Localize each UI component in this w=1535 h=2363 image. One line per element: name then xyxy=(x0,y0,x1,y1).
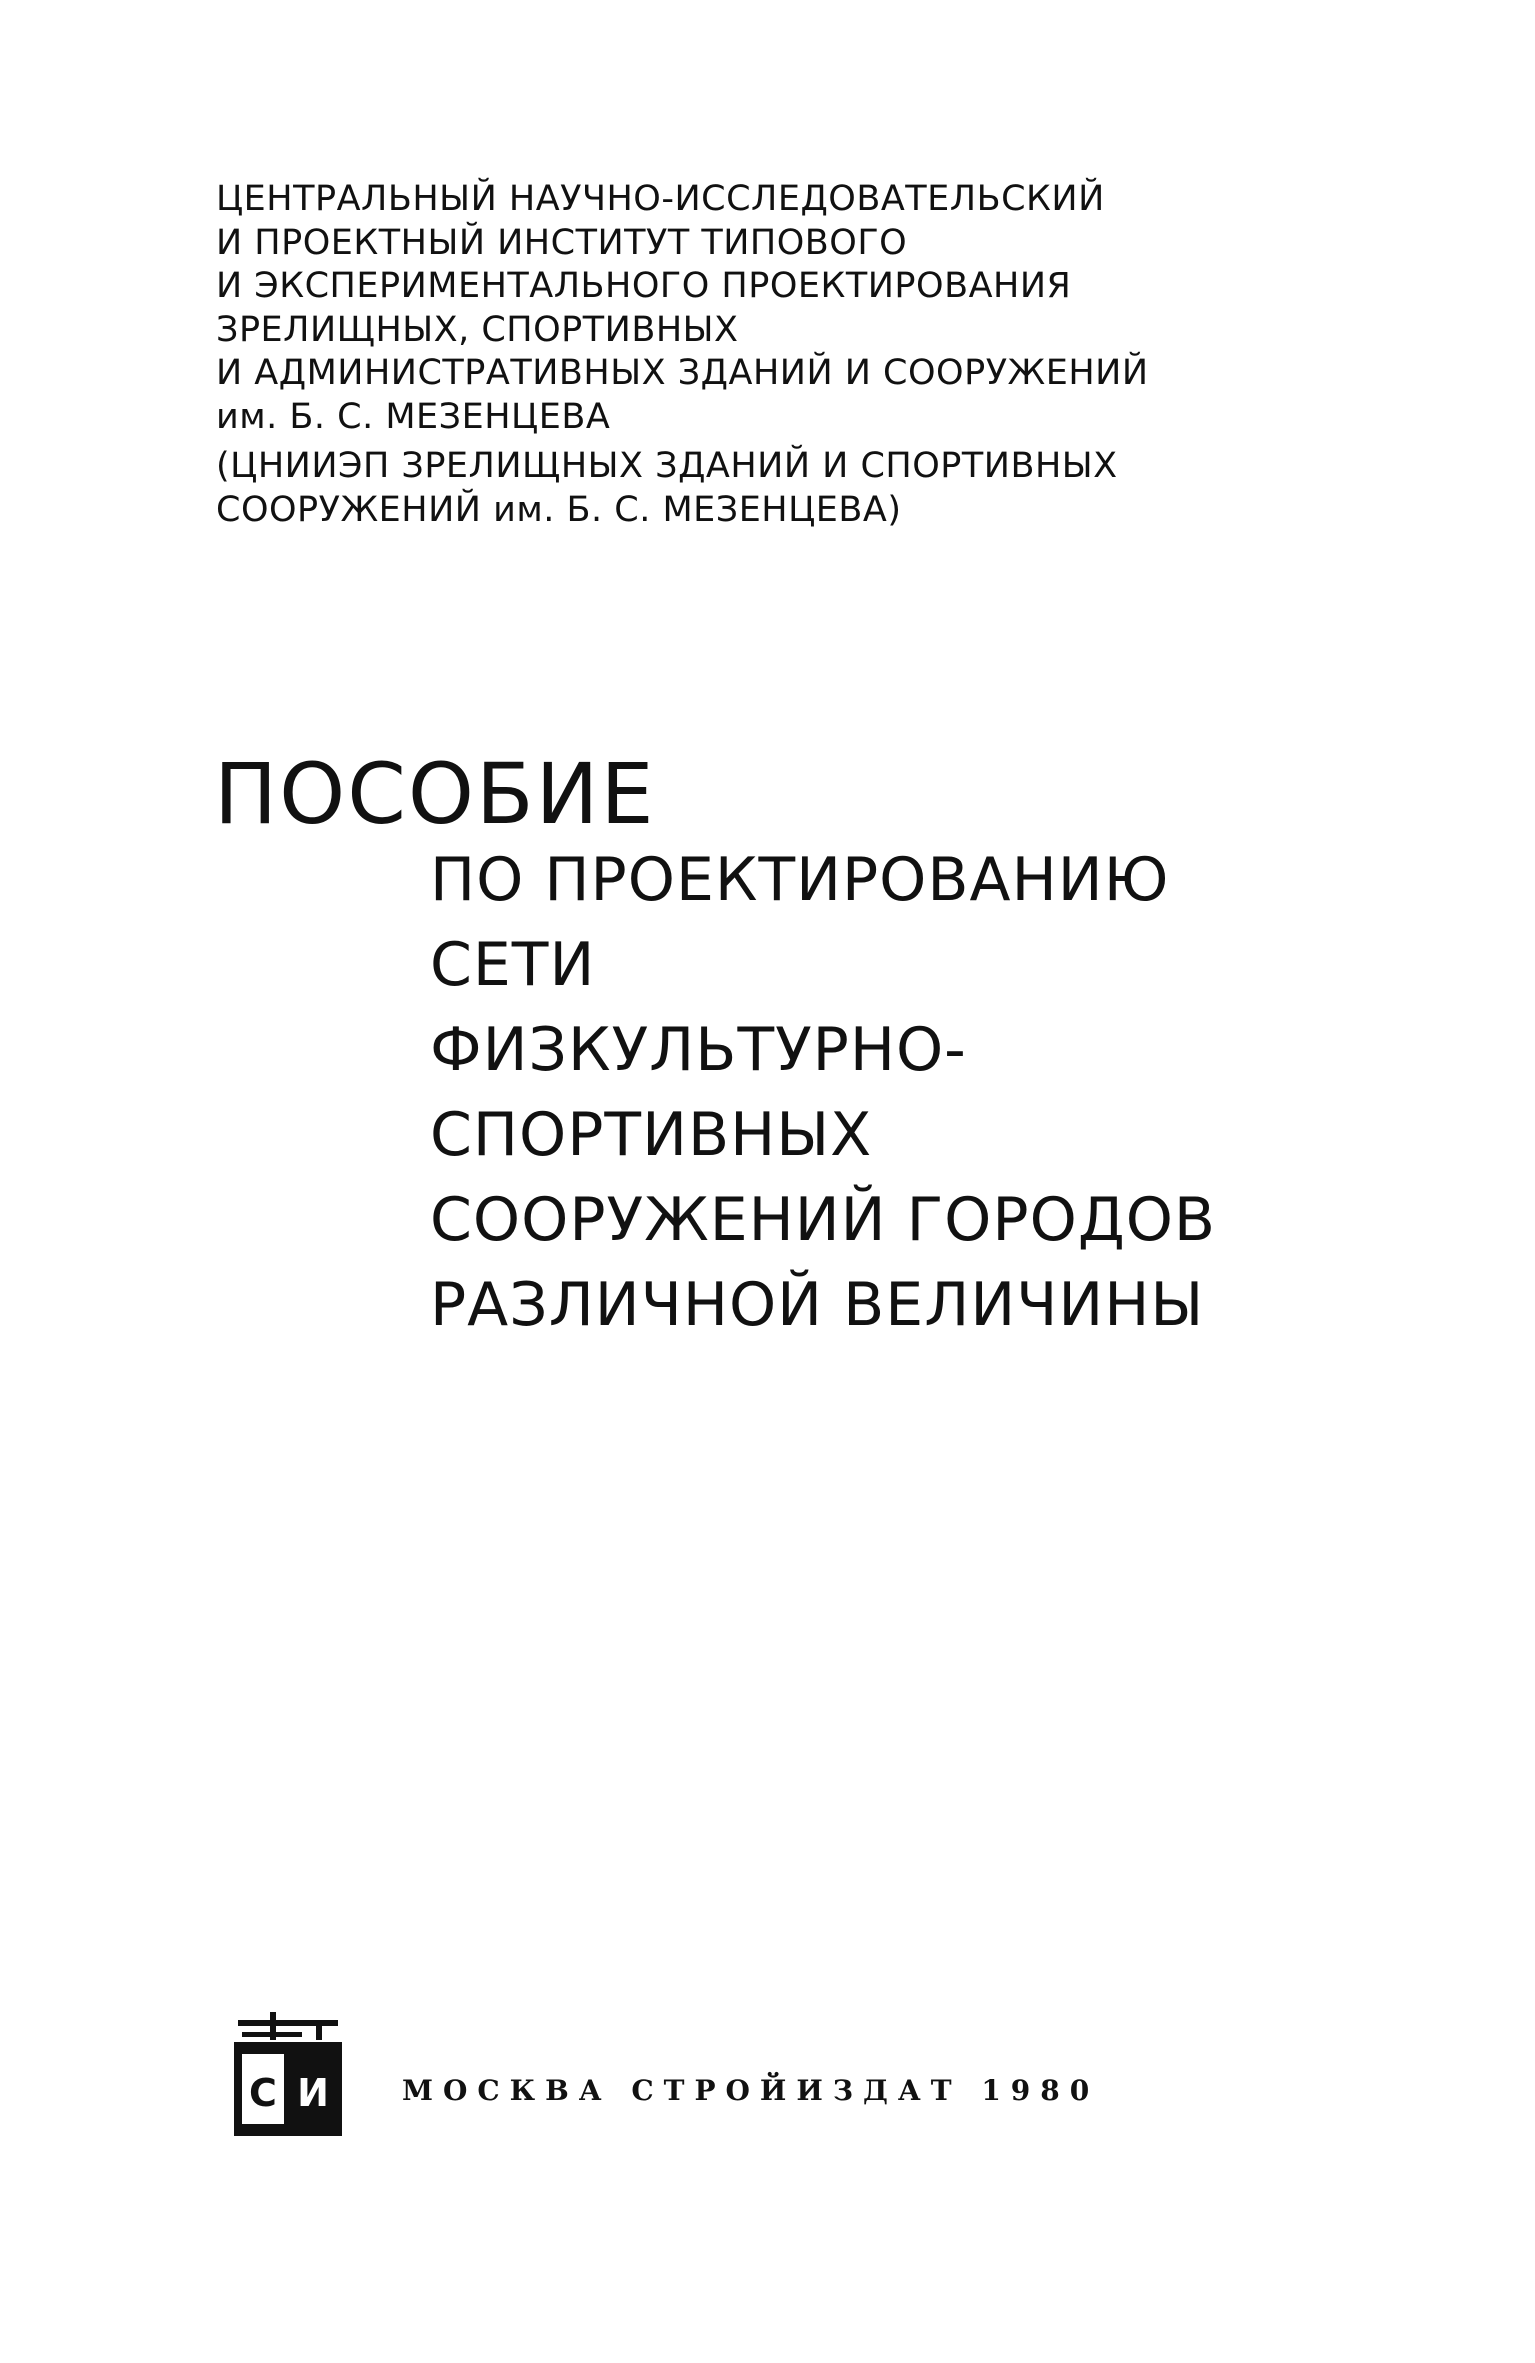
institution-line: ЦЕНТРАЛЬНЫЙ НАУЧНО-ИССЛЕДОВАТЕЛЬСКИЙ xyxy=(216,179,1105,219)
book-title: ПОСОБИЕ xyxy=(214,745,656,843)
subtitle-line: СПОРТИВНЫХ xyxy=(430,1100,873,1170)
subtitle-line: СООРУЖЕНИЙ ГОРОДОВ xyxy=(430,1185,1217,1255)
institution-line: им. Б. С. МЕЗЕНЦЕВА xyxy=(216,396,611,437)
institution-line: И ЭКСПЕРИМЕНТАЛЬНОГО ПРОЕКТИРОВАНИЯ xyxy=(216,266,1072,306)
publisher-logo-icon xyxy=(228,2010,348,2140)
institution-line: ЗРЕЛИЩНЫХ, СПОРТИВНЫХ xyxy=(216,309,739,350)
subtitle-line: СЕТИ xyxy=(430,930,596,1000)
subtitle-line: ФИЗКУЛЬТУРНО- xyxy=(430,1015,967,1085)
institution-line: И АДМИНИСТРАТИВНЫХ ЗДАНИЙ И СООРУЖЕНИЙ xyxy=(216,353,1149,393)
subtitle-line: РАЗЛИЧНОЙ ВЕЛИЧИНЫ xyxy=(430,1270,1205,1340)
logo-letter-s: С xyxy=(249,2071,277,2115)
institution-name xyxy=(216,178,1336,532)
institution-abbreviation-line: (ЦНИИЭП ЗРЕЛИЩНЫХ ЗДАНИЙ И СПОРТИВНЫХ xyxy=(216,446,1118,486)
logo-letter-i: И xyxy=(297,2071,329,2115)
institution-line: И ПРОЕКТНЫЙ ИНСТИТУТ ТИПОВОГО xyxy=(216,222,908,263)
subtitle-line: ПО ПРОЕКТИРОВАНИЮ xyxy=(430,845,1170,915)
book-subtitle xyxy=(430,838,1430,1348)
institution-abbreviation-line: СООРУЖЕНИЙ им. Б. С. МЕЗЕНЦЕВА) xyxy=(216,489,902,530)
imprint: МОСКВА СТРОЙИЗДАТ 1980 xyxy=(402,2074,1100,2107)
